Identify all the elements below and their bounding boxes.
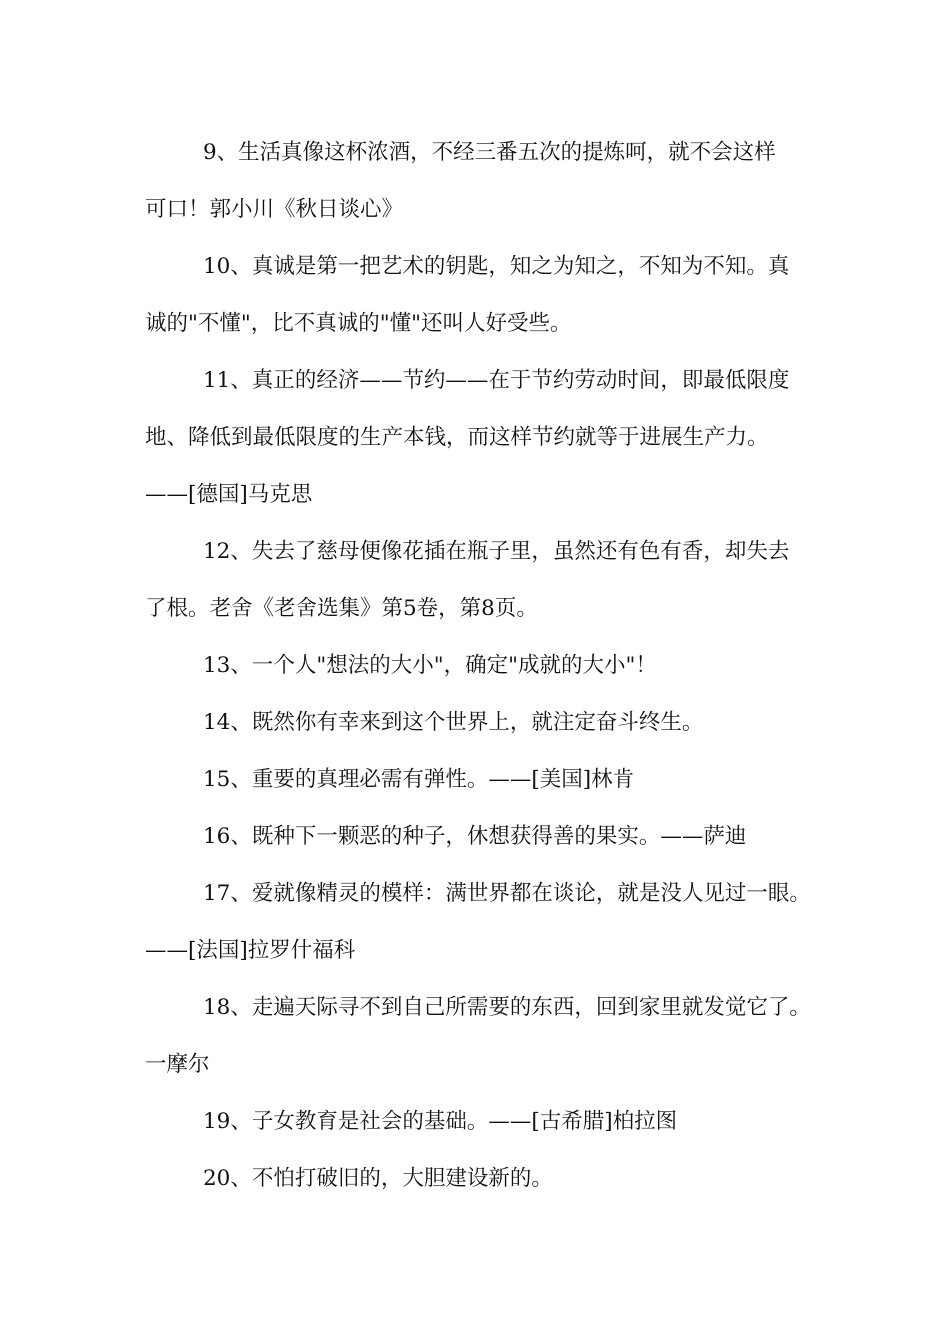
quote-11-line-2: 地、降低到最低限度的生产本钱，而这样节约就等于进展生产力。 <box>145 425 769 450</box>
quote-20-line-1: 20、不怕打破旧的，大胆建设新的。 <box>203 1166 553 1191</box>
quote-10-line-1: 10、真诚是第一把艺术的钥匙，知之为知之，不知为不知。真 <box>203 254 790 279</box>
quote-11-line-1: 11、真正的经济——节约——在于节约劳动时间，即最低限度 <box>203 368 790 393</box>
quote-9-line-2: 可口！郭小川《秋日谈心》 <box>145 197 404 222</box>
quote-9-line-1: 9、生活真像这杯浓酒，不经三番五次的提炼呵，就不会这样 <box>203 140 776 165</box>
quote-11-line-3: ——[德国]马克思 <box>145 482 313 507</box>
quote-17-line-2: ——[法国]拉罗什福科 <box>145 938 356 963</box>
quote-19-line-1: 19、子女教育是社会的基础。——[古希腊]柏拉图 <box>203 1109 678 1134</box>
quote-10-line-2: 诚的"不懂"，比不真诚的"懂"还叫人好受些。 <box>145 311 572 336</box>
quote-18-line-1: 18、走遍天际寻不到自己所需要的东西，回到家里就发觉它了。 <box>203 995 811 1020</box>
quote-16-line-1: 16、既种下一颗恶的种子，休想获得善的果实。——萨迪 <box>203 824 747 849</box>
quote-12-line-2: 了根。老舍《老舍选集》第5卷，第8页。 <box>145 596 538 621</box>
quote-15-line-1: 15、重要的真理必需有弹性。——[美国]林肯 <box>203 767 635 792</box>
quote-12-line-1: 12、失去了慈母便像花插在瓶子里，虽然还有色有香，却失去 <box>203 539 790 564</box>
quote-17-line-1: 17、爱就像精灵的模样：满世界都在谈论，就是没人见过一眼。 <box>203 881 811 906</box>
quote-14-line-1: 14、既然你有幸来到这个世界上，就注定奋斗终生。 <box>203 710 704 735</box>
quote-13-line-1: 13、一个人"想法的大小"，确定"成就的大小"！ <box>203 653 657 678</box>
quote-18-line-2: 一摩尔 <box>145 1052 210 1077</box>
